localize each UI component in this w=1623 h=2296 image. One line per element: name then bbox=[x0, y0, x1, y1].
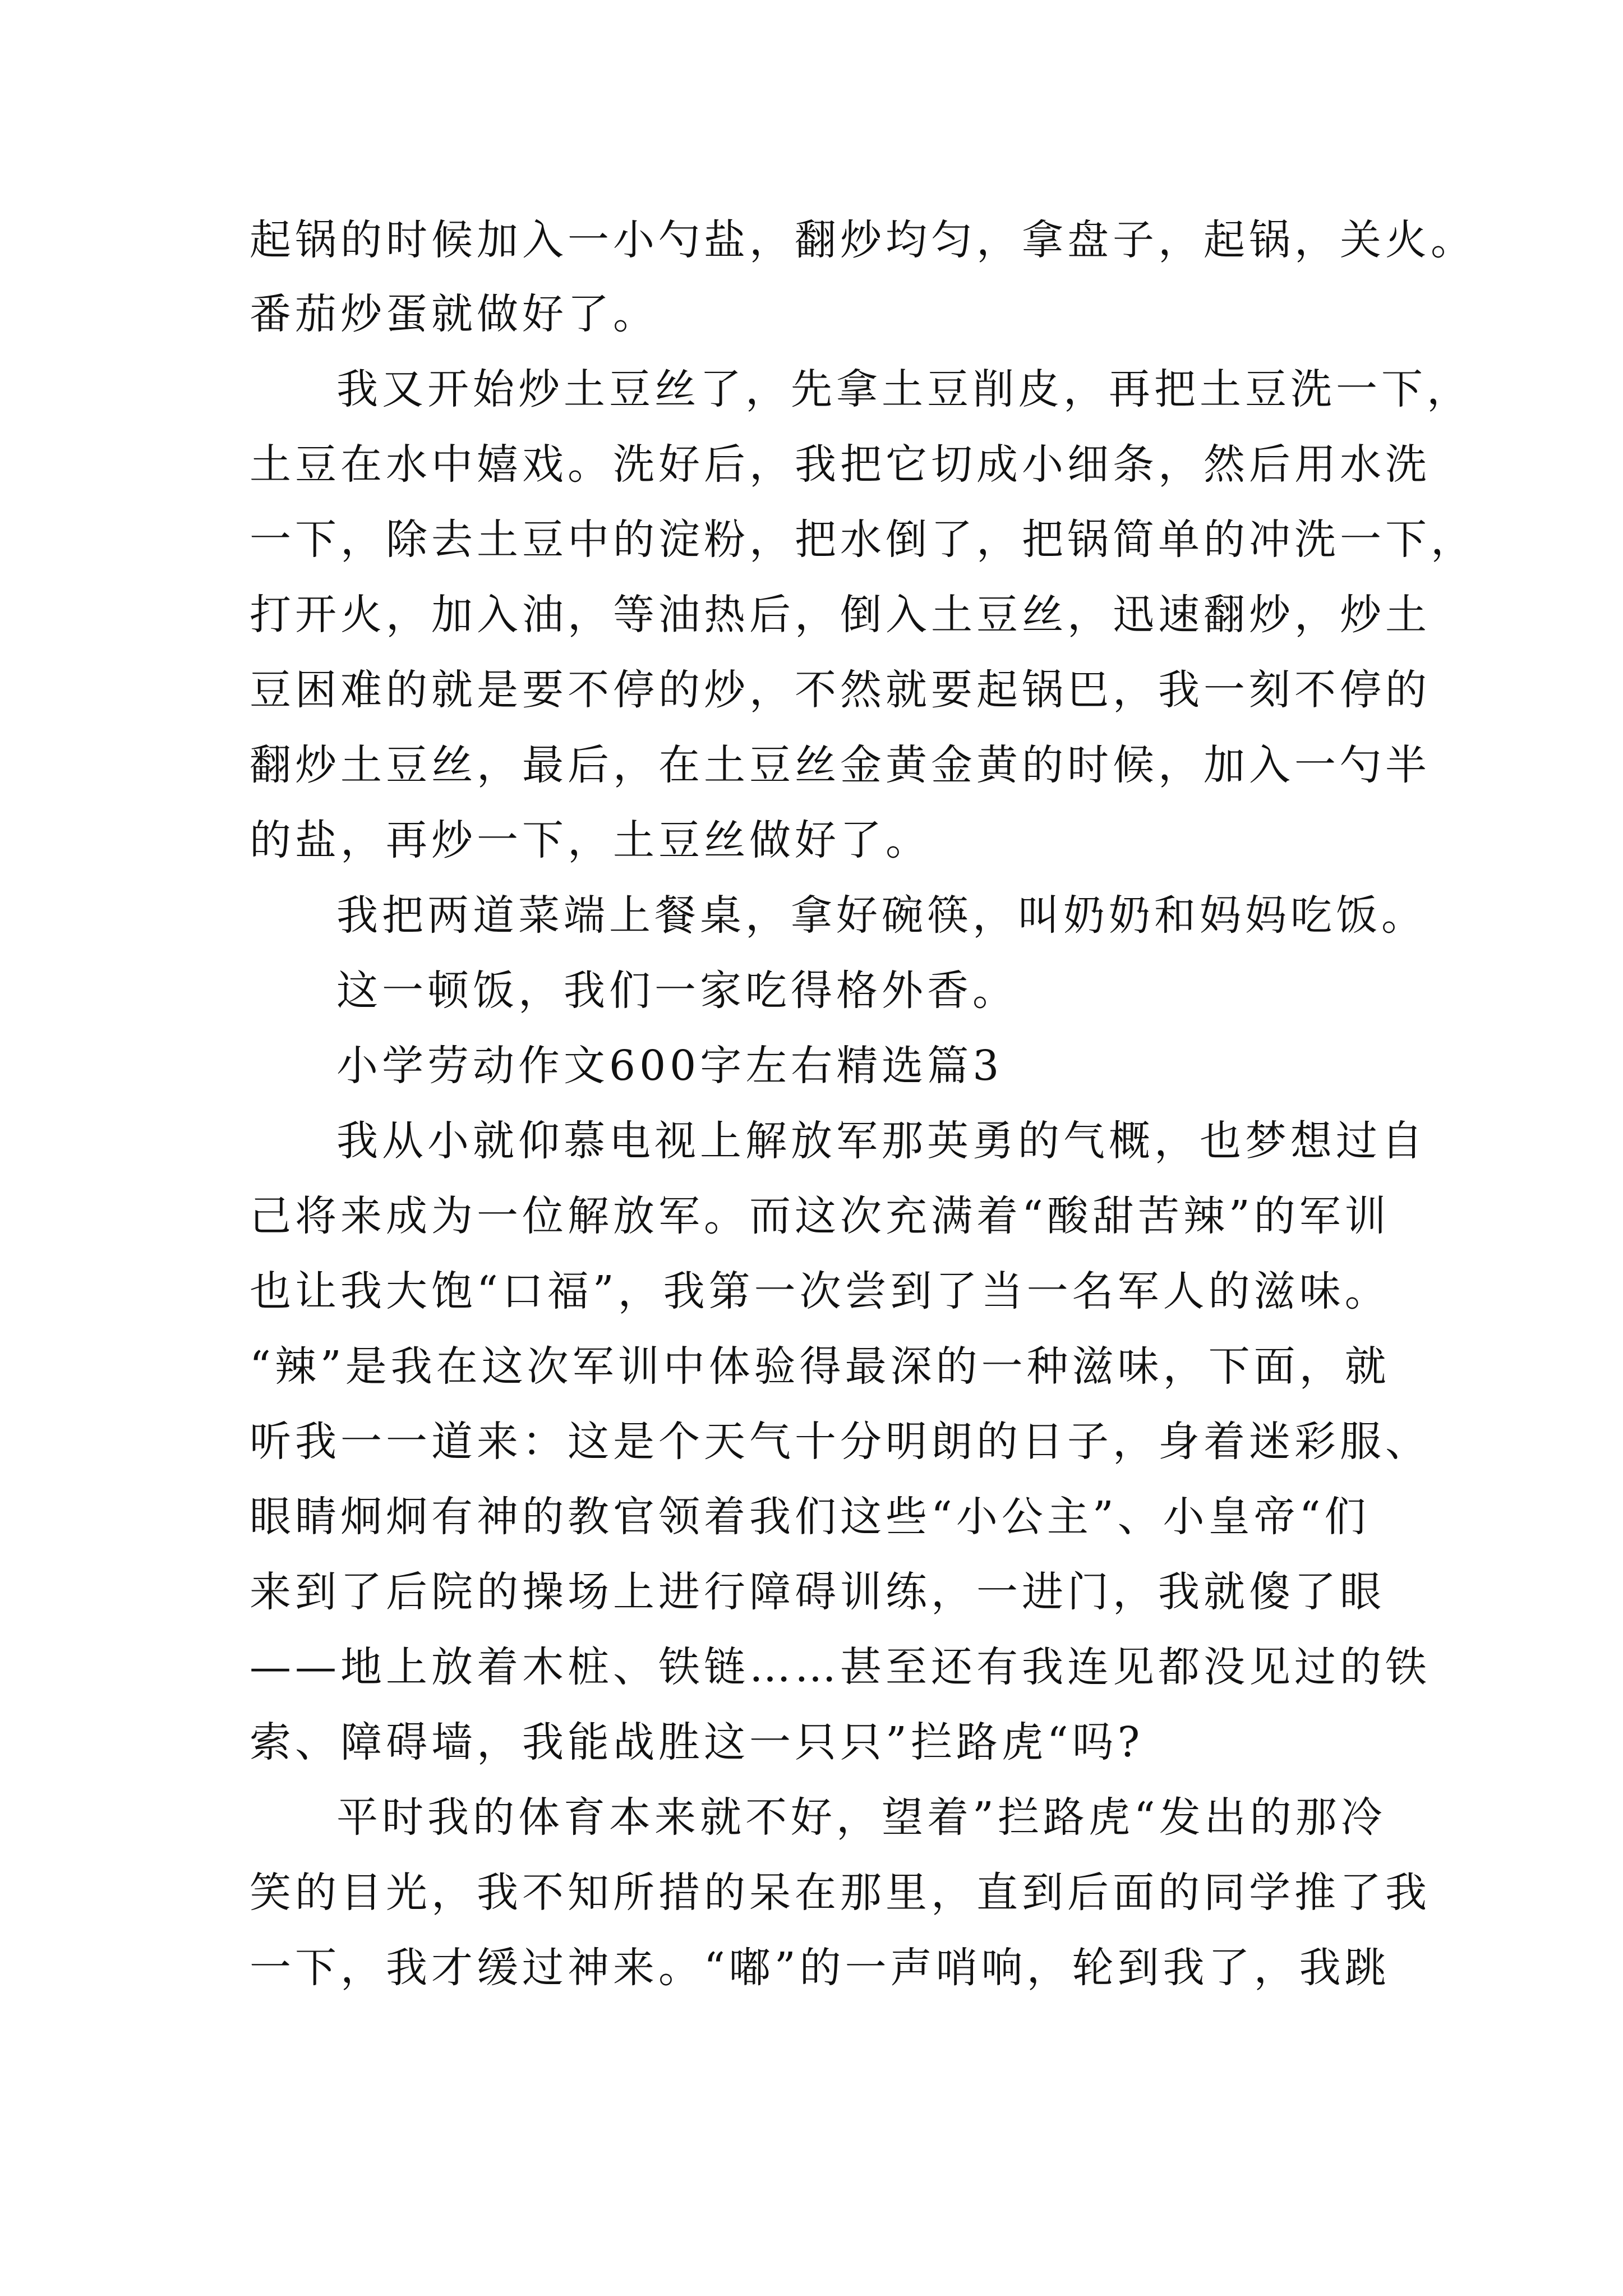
text-line: 土豆在水中嬉戏。洗好后，我把它切成小细条，然后用水洗 bbox=[250, 440, 1431, 489]
text-line: 笑的目光，我不知所措的呆在那里，直到后面的同学推了我 bbox=[250, 1869, 1431, 1917]
text-line: 来到了后院的操场上进行障碍训练，一进门，我就傻了眼 bbox=[250, 1568, 1385, 1616]
paragraph-first-line: 我又开始炒土豆丝了，先拿土豆削皮，再把土豆洗一下， bbox=[336, 365, 1472, 413]
text-line: 眼睛炯炯有神的教官领着我们这些“小公主”、小皇帝“们 bbox=[250, 1493, 1370, 1541]
text-line: 番茄炒蛋就做好了。 bbox=[250, 290, 658, 338]
text-line: ——地上放着木桩、铁链……甚至还有我连见都没见过的铁 bbox=[250, 1643, 1431, 1691]
text-line: 的盐，再炒一下，土豆丝做好了。 bbox=[250, 816, 931, 864]
text-line: 索、障碍墙，我能战胜这一只只”拦路虎“吗? bbox=[250, 1718, 1144, 1766]
text-line: 起锅的时候加入一小勺盐，翻炒均匀，拿盘子，起锅，关火。 bbox=[250, 216, 1476, 264]
section-heading: 小学劳动作文600字左右精选篇3 bbox=[336, 1042, 1003, 1090]
text-line: 己将来成为一位解放军。而这次充满着“酸甜苦辣”的军训 bbox=[250, 1192, 1390, 1240]
text-line: 听我一一道来：这是个天气十分明朗的日子，身着迷彩服、 bbox=[250, 1418, 1431, 1466]
text-line: 豆困难的就是要不停的炒，不然就要起锅巴，我一刻不停的 bbox=[250, 666, 1431, 714]
text-line: “辣”是我在这次军训中体验得最深的一种滋味，下面，就 bbox=[250, 1342, 1390, 1391]
text-line: 打开火，加入油，等油热后，倒入土豆丝，迅速翻炒，炒土 bbox=[250, 591, 1431, 639]
text-line: 翻炒土豆丝，最后，在土豆丝金黄金黄的时候，加入一勺半 bbox=[250, 741, 1431, 789]
text-line: 一下，除去土豆中的淀粉，把水倒了，把锅简单的冲洗一下， bbox=[250, 516, 1476, 564]
text-line: 一下，我才缓过神来。“嘟”的一声哨响，轮到我了，我跳 bbox=[250, 1944, 1390, 1992]
text-line: 也让我大饱“口福”，我第一次尝到了当一名军人的滋味。 bbox=[250, 1267, 1390, 1315]
paragraph-first-line: 我把两道菜端上餐桌，拿好碗筷，叫奶奶和妈妈吃饭。 bbox=[336, 891, 1427, 940]
paragraph-first-line: 平时我的体育本来就不好，望着”拦路虎“发出的那冷 bbox=[336, 1793, 1386, 1842]
paragraph-first-line: 这一顿饭，我们一家吃得格外香。 bbox=[336, 967, 1018, 1015]
paragraph-first-line: 我从小就仰慕电视上解放军那英勇的气概，也梦想过自 bbox=[336, 1117, 1427, 1165]
